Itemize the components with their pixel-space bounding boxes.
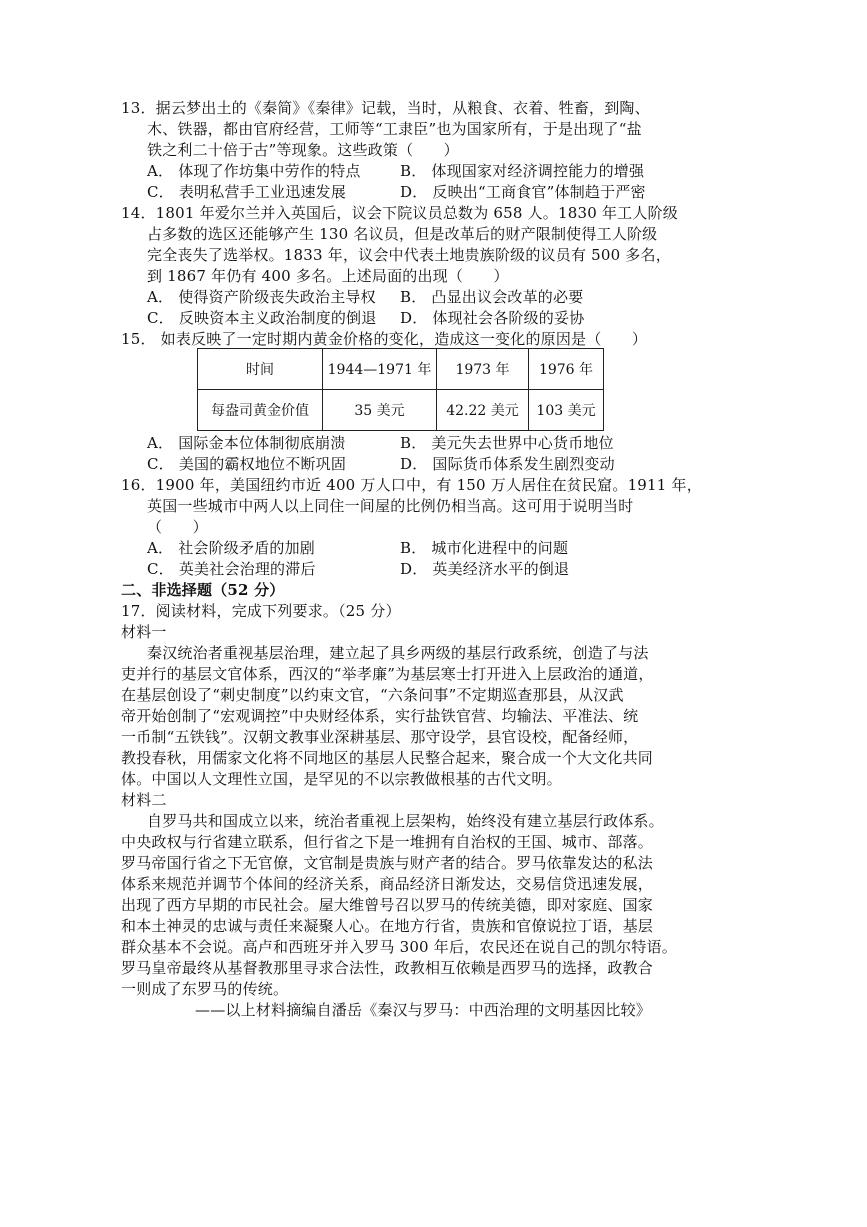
material1-line: 帝开始创制了“宏观调控”中央财经体系，实行盐铁官营、均输法、平准法、统 <box>121 707 639 725</box>
table-cell: 42.22 美元 <box>437 390 529 431</box>
q15-option-b: B． 美元失去世界中心货币地位 <box>400 434 614 452</box>
table-cell: 时间 <box>198 349 323 390</box>
material1-line: 秦汉统治者重视基层治理，建立起了具乡两级的基层行政系统，创造了与法 <box>147 644 649 662</box>
table-cell: 1976 年 <box>529 349 604 390</box>
q15-stem: 15． 如表反映了一定时期内黄金价格的变化，造成这一变化的原因是（ ） <box>121 330 648 348</box>
q14-option-c: C． 反映资本主义政治制度的倒退 <box>147 309 377 327</box>
table-row <box>198 390 604 431</box>
table-cell: 103 美元 <box>529 390 604 431</box>
q14-option-d: D． 体现社会各阶级的妥协 <box>400 309 585 327</box>
q17-stem: 17．阅读材料，完成下列要求。（25 分） <box>121 602 401 620</box>
material1-title: 材料一 <box>121 623 167 641</box>
material2-title: 材料二 <box>121 791 167 809</box>
q15-option-d: D． 国际货币体系发生剧烈变动 <box>400 455 615 473</box>
material1-line: 一币制“五铁钱”。汉朝文教事业深耕基层、那守设学，县官设校，配备经师， <box>121 728 639 746</box>
q13-stem-line2: 木、铁器，都由官府经营，工师等“工隶臣”也为国家所有，于是出现了“盐 <box>147 120 642 138</box>
material2-line: 出现了西方早期的市民社会。屋大维曾号召以罗马的传统美德，即对家庭、国家 <box>121 896 654 914</box>
q13-option-b: B． 体现国家对经济调控能力的增强 <box>400 162 645 180</box>
material1-line: 教投春秋，用儒家文化将不同地区的基层人民整合起来，聚合成一个大文化共同 <box>121 749 654 767</box>
table-cell: 35 美元 <box>323 390 437 431</box>
q14-stem-line2: 占多数的选区还能够产生 130 名议员，但是改革后的财产限制使得工人阶级 <box>147 225 658 243</box>
material1-line: 在基层创设了“刺史制度”以约束文官，“六条问事”不定期巡查那县，从汉武 <box>121 686 624 704</box>
q15-option-a: A． 国际金本位体制彻底崩溃 <box>147 434 346 452</box>
material2-line: 自罗马共和国成立以来，统治者重视上层架构，始终没有建立基层行政体系。 <box>147 812 664 830</box>
table-cell: 每盎司黄金价值 <box>198 390 323 431</box>
material2-line: 体系来规范并调节个体间的经济关系，商品经济日渐发达，交易信贷迅速发展， <box>121 875 654 893</box>
material2-line: 罗马皇帝最终从基督教那里寻求合法性，政教相互依赖是西罗马的选择，政教合 <box>121 959 654 977</box>
q16-stem-line3: （ ） <box>147 518 208 536</box>
q13-option-a: A． 体现了作坊集中劳作的特点 <box>147 162 361 180</box>
q15-option-c: C． 美国的霸权地位不断巩固 <box>147 455 347 473</box>
q16-stem-line1: 16．1900 年，美国纽约市近 400 万人口中，有 150 万人居住在贫民窟。1911 年， <box>121 476 702 494</box>
material-source: ——以上材料摘编自潘岳《秦汉与罗马：中西治理的文明基因比较》 <box>195 1001 652 1019</box>
q13-stem-line1: 13．据云梦出土的《秦简》《秦律》记载，当时，从粮食、衣着、牲畜，到陶、 <box>121 99 650 117</box>
q13-option-d: D． 反映出“工商食官”体制趋于严密 <box>400 183 646 201</box>
q16-stem-line2: 英国一些城市中两人以上同住一间屋的比例仍相当高。这可用于说明当时 <box>147 497 634 515</box>
q16-option-c: C． 英美社会治理的滞后 <box>147 560 316 578</box>
q14-stem-line1: 14．1801 年爱尔兰并入英国后，议会下院议员总数为 658 人。1830 年工人阶级 <box>121 204 678 222</box>
q14-stem-line4: 到 1867 年仍有 400 多名。上述局面的出现（ ） <box>147 267 509 285</box>
section-heading: 二、非选择题（52 分） <box>121 581 285 599</box>
material1-line: 体。中国以人文理性立国，是罕见的不以宗教做根基的古代文明。 <box>121 770 562 788</box>
q14-stem-line3: 完全丧失了选举权。1833 年，议会中代表土地贵族阶级的议员有 500 多名， <box>147 246 671 264</box>
material2-line: 罗马帝国行省之下无官僚，文官制是贵族与财产者的结合。罗马依靠发达的私法 <box>121 854 654 872</box>
q16-option-a: A． 社会阶级矛盾的加剧 <box>147 539 316 557</box>
q16-option-b: B． 城市化进程中的问题 <box>400 539 569 557</box>
gold-price-table <box>197 348 604 431</box>
material2-line: 群众基本不会说。高卢和西班牙并入罗马 300 年后，农民还在说自己的凯尔特语。 <box>121 938 677 956</box>
table-header-row <box>198 349 604 390</box>
material1-line: 吏并行的基层文官体系，西汉的“举孝廉”为基层寒士打开进入上层政治的通道， <box>121 665 654 683</box>
material2-line: 一则成了东罗马的传统。 <box>121 980 289 998</box>
material2-line: 中央政权与行省建立联系，但行省之下是一堆拥有自治权的王国、城市、部落。 <box>121 833 654 851</box>
q14-option-a: A． 使得资产阶级丧失政治主导权 <box>147 288 376 306</box>
table-cell: 1944—1971 年 <box>323 349 437 390</box>
q13-stem-line3: 铁之利二十倍于古”等现象。这些政策（ ） <box>147 141 459 159</box>
table-cell: 1973 年 <box>437 349 529 390</box>
material2-line: 和本土神灵的忠诚与责任来凝聚人心。在地方行省，贵族和官僚说拉丁语，基层 <box>121 917 654 935</box>
q14-option-b: B． 凸显出议会改革的必要 <box>400 288 584 306</box>
q13-option-c: C． 表明私营手工业迅速发展 <box>147 183 347 201</box>
q16-option-d: D． 英美经济水平的倒退 <box>400 560 570 578</box>
